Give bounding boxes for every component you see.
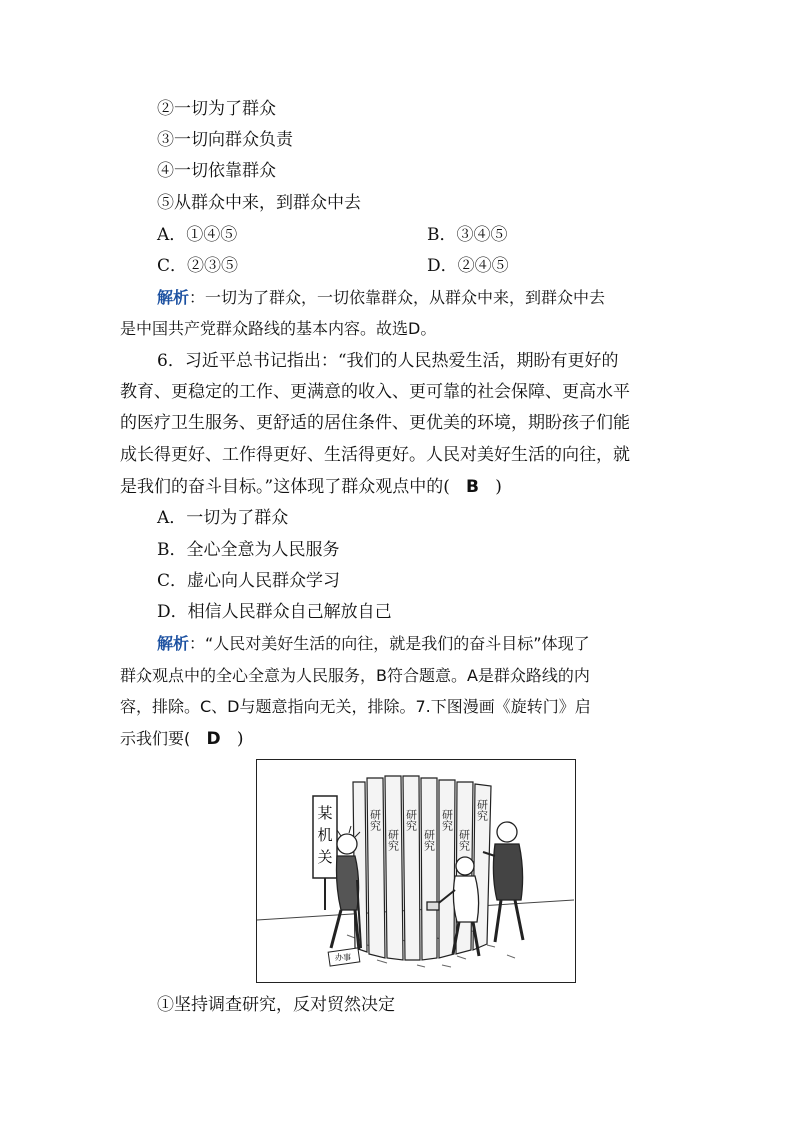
q6-stem-line2: 教育、更稳定的工作、更满意的收入、更可靠的社会保障、更高水平 xyxy=(120,382,630,402)
analysis-label: 解析 xyxy=(157,288,190,307)
q5-option-c: C．②③⑤ xyxy=(157,256,239,276)
panel-label: 研究 xyxy=(457,829,471,851)
panel-label: 研究 xyxy=(422,829,436,851)
q6-option-c: C．虚心向人民群众学习 xyxy=(157,571,341,591)
q6-stem-line5 xyxy=(120,477,502,497)
analysis-label: 解析 xyxy=(157,634,190,653)
q6-analysis-line2: 群众观点中的全心全意为人民服务，B符合题意。A是群众路线的内 xyxy=(120,666,590,685)
panel-label: 研究 xyxy=(386,829,400,851)
sign-post xyxy=(313,796,337,910)
q5-option-a: A．①④⑤ xyxy=(157,225,238,245)
item-4: ④一切依靠群众 xyxy=(157,161,276,181)
cartoon-drawing xyxy=(257,760,574,981)
q6-answer: B xyxy=(466,477,480,497)
q6-stem-line5-text: 是我们的奋斗目标。”这体现了群众观点中的( xyxy=(120,477,450,497)
q6-option-a: A．一切为了群众 xyxy=(157,508,289,528)
revolving-door-cartoon xyxy=(256,759,576,983)
q6-analysis-line3: 容，排除。C、D与题意指向无关，排除。7.下图漫画《旋转门》启 xyxy=(120,697,591,716)
q6-close-paren: ) xyxy=(495,477,502,497)
panel-label: 研究 xyxy=(404,809,418,831)
sign-char-1: 某 xyxy=(317,804,333,822)
item-5: ⑤从群众中来，到群众中去 xyxy=(157,193,361,213)
item-3: ③一切向群众负责 xyxy=(157,130,293,150)
panel-label: 研究 xyxy=(368,809,382,831)
q6-analysis-line1 xyxy=(157,634,590,654)
q5-analysis-text1: ：一切为了群众，一切依靠群众，从群众中来，到群众中去 xyxy=(189,288,606,307)
q6-stem-line1: 6．习近平总书记指出：“我们的人民热爱生活，期盼有更好的 xyxy=(157,351,619,371)
sign-char-2: 机 xyxy=(317,826,333,844)
q6-stem-line3: 的医疗卫生服务、更舒适的居住条件、更优美的环境，期盼孩子们能 xyxy=(120,413,630,433)
q6-stem-line4: 成长得更好、工作得更好、生活得更好。人民对美好生活的向往，就 xyxy=(120,445,630,465)
q5-option-b: B．③④⑤ xyxy=(427,225,508,245)
paper-on-floor xyxy=(328,948,360,966)
item-2: ②一切为了群众 xyxy=(157,99,276,119)
panel-label: 研究 xyxy=(440,809,454,831)
q6-analysis-text1: ：“人民对美好生活的向往，就是我们的奋斗目标”体现了 xyxy=(189,634,590,653)
q5-analysis-line2: 是中国共产党群众路线的基本内容。故选D。 xyxy=(120,319,437,338)
q7-item-1: ①坚持调查研究，反对贸然决定 xyxy=(157,995,395,1015)
q7-stem-line xyxy=(120,729,243,749)
q7-stem-text: 示我们要( xyxy=(120,729,191,748)
paper-label: 办事 xyxy=(335,953,351,962)
q7-close-paren: ) xyxy=(236,729,244,749)
q7-answer: D xyxy=(206,729,221,749)
q6-option-d: D．相信人民群众自己解放自己 xyxy=(157,602,392,622)
q5-option-d: D．②④⑤ xyxy=(427,256,509,276)
panel-label: 研究 xyxy=(475,799,489,821)
q5-analysis-line1 xyxy=(157,288,605,308)
sign-char-3: 关 xyxy=(317,848,333,866)
q6-option-b: B．全心全意为人民服务 xyxy=(157,540,340,560)
